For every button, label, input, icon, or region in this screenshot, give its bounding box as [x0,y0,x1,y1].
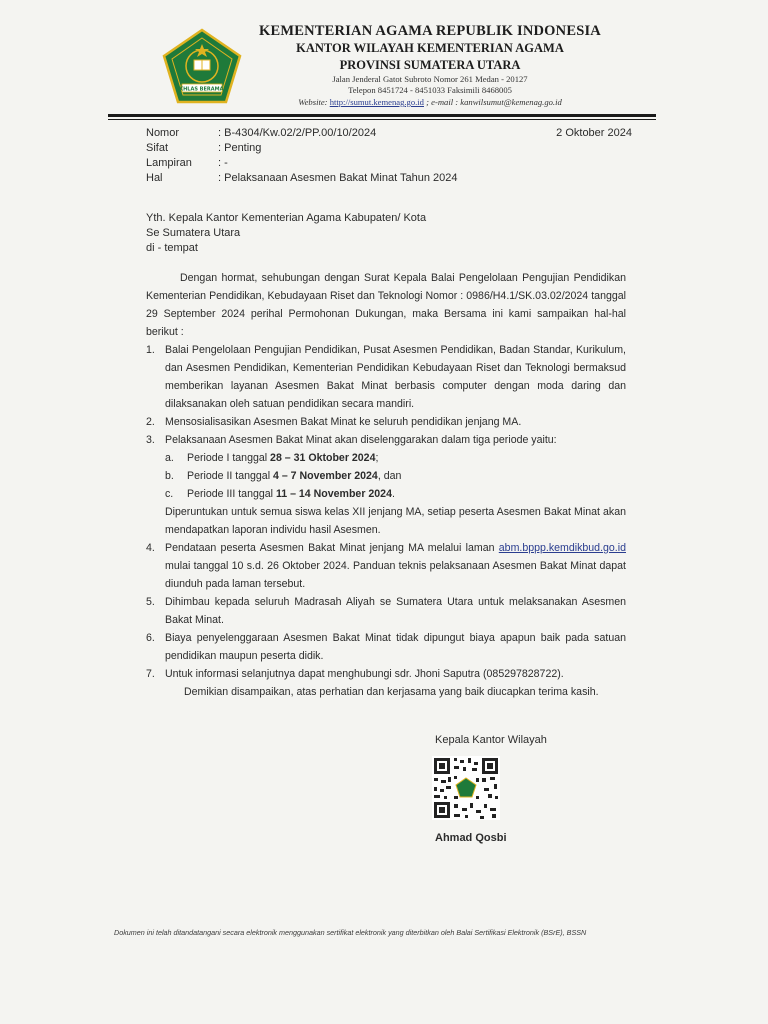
meta-sifat [146,141,458,156]
list-number: 4. [146,542,155,554]
signature-title: Kepala Kantor Wilayah [435,734,547,746]
list-item [146,341,626,413]
letterhead-ministry: KEMENTERIAN AGAMA REPUBLIK INDONESIA [259,23,601,39]
email-label: ; e-mail : [426,97,459,107]
signatory-name: Ahmad Qosbi [435,832,507,844]
item-text: mulai tanggal 10 s.d. 26 Oktober 2024. Panduan teknis pelaksanaan Asesmen Bakat Minat dapat diunduh pada laman tersebut. [165,560,626,590]
meta-lampiran [146,156,458,171]
letterhead-phone: Telepon 8451724 - 8451033 Faksimili 8468005 [348,85,512,95]
meta-nomor-label: Nomor [146,127,180,139]
item-text: Pelaksanaan Asesmen Bakat Minat akan diselenggarakan dalam tiga periode yaitu: [165,434,557,446]
periode-suffix: , dan [377,470,402,482]
letterhead-rule-thin [108,119,656,120]
item-text: Pendataan peserta Asesmen Bakat Minat jenjang MA melalui laman [165,542,499,554]
esign-footer: Dokumen ini telah ditandatangani secara elektronik menggunakan sertifikat elektronik yang diterbitkan oleh Balai Sertifikasi Elektronik (BSrE), BSSN [114,928,587,937]
list-number: 3. [146,434,155,446]
periode-list [165,449,626,503]
periode-label: Periode II tanggal [187,470,273,482]
list-item [146,413,626,431]
letter-date: 2 Oktober 2024 [556,127,632,139]
letterhead-rule-thick [108,114,656,117]
item-text: Mensosialisasikan Asesmen Bakat Minat ke seluruh pendidikan jenjang MA. [165,416,522,428]
addressee-line1: Yth. Kepala Kantor Kementerian Agama Kabupaten/ Kota [146,212,427,224]
website-label: Website: [298,97,328,107]
meta-hal [146,171,458,186]
meta-sifat-label: Sifat [146,142,169,154]
addressee-line2: Se Sumatera Utara [146,227,241,239]
addressee-line3: di - tempat [146,242,198,254]
list-number: 1. [146,344,155,356]
item-text: Balai Pengelolaan Pengujian Pendidikan, Pusat Asesmen Pendidikan, Badan Standar, Kurikulum, dan Asesmen Pendidikan, Kementerian Pendidikan Kebudayaan Riset dan Teknologi bermaksud memberikan layanan Asesmen Bakat Minat berbasis computer dengan moda daring dan dilaksanakan oleh satuan pendidikan secara mandiri. [165,344,626,410]
intro-paragraph: Dengan hormat, sehubungan dengan Surat Kepala Balai Pengelolaan Pengujian Pendidikan Kementerian Pendidikan, Kebudayaan Riset dan Teknologi Nomor : 0986/H4.1/SK.03.02/2024 tanggal 29 September 2024 perihal Permohonan Dukungan, maka Bersama ini kami sampaikan hal-hal berikut : [146,272,626,338]
list-item [146,593,626,629]
item-text: Biaya penyelenggaraan Asesmen Bakat Minat tidak dipungut biaya apapun baik pada satuan pendidikan maupun peserta didik. [165,632,626,662]
letterhead-address: Jalan Jenderal Gatot Subroto Nomor 261 Medan - 20127 [332,74,528,84]
email-value: kanwilsumut@kemenag.go.id [460,97,562,107]
periode-item [165,485,626,503]
letter-body [146,269,626,701]
item-text: Dihimbau kepada seluruh Madrasah Aliyah se Sumatera Utara untuk melaksanakan Asesmen Bakat Minat. [165,596,626,626]
periode-date: 4 – 7 November 2024 [273,470,378,482]
points-list [146,341,626,683]
list-number: 7. [146,668,155,680]
sub-number: c. [165,488,174,500]
meta-hal-label: Hal [146,172,163,184]
letter-meta [146,126,458,186]
list-number: 6. [146,632,155,644]
periode-suffix: . [391,488,395,500]
qr-code-icon [432,756,500,820]
item-text: Untuk informasi selanjutnya dapat menghubungi sdr. Jhoni Saputra (085297828722). [165,668,564,680]
closing-paragraph: Demikian disampaikan, atas perhatian dan kerjasama yang baik diucapkan terima kasih. [184,686,599,698]
list-item [146,665,626,683]
periode-date: 11 – 14 November 2024 [275,488,392,500]
periode-suffix: ; [375,452,379,464]
periode-label: Periode I tanggal [187,452,271,464]
list-item [146,629,626,665]
letterhead [250,22,610,108]
addressee [146,211,426,256]
periode-label: Periode III tanggal [187,488,276,500]
meta-nomor [146,126,458,141]
list-number: 2. [146,416,155,428]
meta-lampiran-label: Lampiran [146,157,192,169]
periode-item [165,467,626,485]
list-item [146,539,626,593]
periode-date: 28 – 31 Oktober 2024 [270,452,376,464]
kemenag-logo [162,28,242,104]
sub-number: a. [165,452,174,464]
periode-item [165,449,626,467]
letterhead-contact [250,96,610,108]
item3-note: Diperuntukan untuk semua siswa kelas XII jenjang MA, setiap peserta Asesmen Bakat Minat akan mendapatkan laporan individu hasil Asesmen. [165,506,626,536]
meta-hal-value: : Pelaksanaan Asesmen Bakat Minat Tahun 2024 [218,172,458,184]
meta-nomor-value: : B-4304/Kw.02/2/PP.00/10/2024 [218,127,377,139]
list-number: 5. [146,596,155,608]
list-item [146,431,626,539]
meta-lampiran-value: : - [218,157,228,169]
meta-sifat-value: : Penting [218,142,262,154]
letterhead-province: PROVINSI SUMATERA UTARA [339,58,521,72]
sub-number: b. [165,470,174,482]
abm-link[interactable]: abm.bppp.kemdikbud.go.id [498,542,626,554]
website-link[interactable]: http://sumut.kemenag.go.id [329,97,424,107]
logo-caption: IKHLAS BERAMAL [177,86,227,93]
letterhead-office: KANTOR WILAYAH KEMENTERIAN AGAMA [296,41,564,55]
